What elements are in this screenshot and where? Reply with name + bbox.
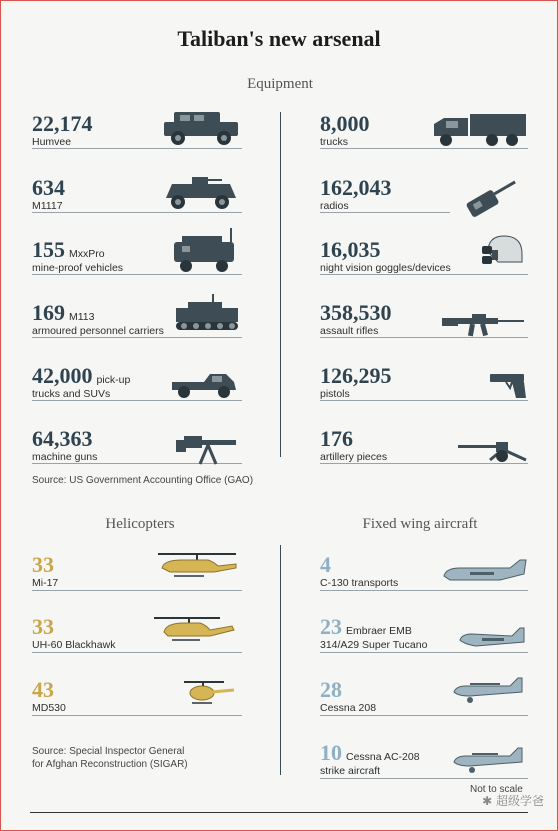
item-inline-label: Cessna AC-208 (346, 751, 420, 763)
item-value: 4 (320, 552, 331, 577)
item-value: 126,295 (320, 363, 392, 388)
item-value: 28 (320, 677, 342, 702)
source-line: for Afghan Reconstruction (SIGAR) (32, 759, 188, 770)
bottom-rule (30, 812, 528, 813)
item-label: pistols (320, 388, 350, 400)
item-label: machine guns (32, 451, 98, 463)
equipment-column-divider (280, 112, 281, 457)
artillery-icon (456, 436, 528, 464)
pistol-icon (488, 370, 528, 400)
light-plane-icon (450, 742, 528, 776)
item-value: 358,530 (320, 300, 392, 325)
watermark-text: 超级学爸 (495, 794, 544, 808)
item-label: 314/A29 Super Tucano (320, 639, 428, 651)
section-title-equipment: Equipment (247, 76, 313, 92)
row-rule (32, 400, 242, 401)
item-label: night vision goggles/devices (320, 262, 451, 274)
item-label: assault rifles (320, 325, 379, 337)
row-rule (320, 715, 528, 716)
item-label: Mi-17 (32, 577, 59, 589)
not-to-scale-note: Not to scale (470, 784, 523, 795)
transport-plane-icon (440, 556, 528, 588)
section-title-fixed-wing: Fixed wing aircraft (362, 516, 478, 532)
night-vision-icon (478, 232, 526, 272)
humvee-icon (160, 108, 242, 148)
mxxpro-icon (168, 226, 240, 274)
item-label: Cessna 208 (320, 702, 377, 714)
row-rule (32, 715, 242, 716)
row-rule (32, 148, 242, 149)
truck-icon (430, 110, 528, 148)
item-inline-label: Embraer EMB (346, 625, 412, 637)
m113-icon (172, 292, 242, 336)
item-inline-label: MxxPro (69, 248, 105, 260)
row-rule (320, 148, 528, 149)
item-value: 22,174 (32, 111, 93, 136)
machine-gun-icon (174, 430, 238, 466)
radio-icon (455, 176, 521, 218)
item-value-number: 169 (32, 300, 65, 325)
assault-rifle-icon (440, 310, 526, 340)
item-label: Humvee (32, 136, 72, 148)
item-value-number: 155 (32, 237, 65, 262)
item-value: 33 (32, 614, 54, 639)
source-line: Source: Special Inspector General (32, 746, 185, 757)
small-helicopter-icon (180, 676, 240, 706)
item-value-number: 23 (320, 614, 342, 639)
row-rule (32, 337, 242, 338)
helicopter-icon (152, 550, 242, 580)
watermark: ✱ 超级学爸 (482, 794, 544, 808)
item-inline-label: M113 (69, 311, 95, 323)
row-rule (320, 590, 528, 591)
item-value: 64,363 (32, 426, 93, 451)
item-label: M1117 (32, 200, 63, 212)
prop-plane-icon (450, 672, 528, 706)
item-label: C-130 transports (320, 577, 399, 589)
item-label: armoured personnel carriers (32, 325, 164, 337)
item-label: mine-proof vehicles (32, 262, 124, 274)
item-value: 8,000 (320, 111, 370, 136)
item-label: UH-60 Blackhawk (32, 639, 116, 651)
item-value: 16,035 (320, 237, 381, 262)
prop-plane-icon (456, 624, 528, 652)
item-label: radios (320, 200, 349, 212)
row-rule (32, 590, 242, 591)
item-value-number: 42,000 (32, 363, 93, 388)
item-label: trucks and SUVs (32, 388, 111, 400)
item-label: strike aircraft (320, 765, 381, 777)
pickup-truck-icon (168, 370, 240, 400)
item-label: artillery pieces (320, 451, 388, 463)
m1117-icon (162, 172, 240, 212)
item-value: 33 (32, 552, 54, 577)
row-rule (320, 212, 450, 213)
row-rule (320, 400, 528, 401)
item-value: 176 (320, 426, 353, 451)
helicopter-icon (150, 612, 240, 642)
helicopter-source (32, 745, 188, 771)
row-rule (320, 652, 528, 653)
row-rule (320, 778, 528, 779)
row-rule (32, 274, 242, 275)
item-label: MD530 (32, 702, 66, 714)
row-rule (32, 212, 242, 213)
item-value: 162,043 (320, 175, 392, 200)
aircraft-column-divider (280, 545, 281, 775)
item-value: 43 (32, 677, 54, 702)
row-rule (32, 652, 242, 653)
chart-title: Taliban's new arsenal (177, 26, 381, 51)
item-label: trucks (320, 136, 349, 148)
equipment-source: Source: US Government Accounting Office (GAO) (32, 475, 254, 486)
section-title-helicopters: Helicopters (105, 516, 175, 532)
item-value-number: 10 (320, 740, 342, 765)
item-value: 634 (32, 175, 65, 200)
item-inline-label: pick-up (96, 374, 131, 386)
row-rule (320, 274, 528, 275)
